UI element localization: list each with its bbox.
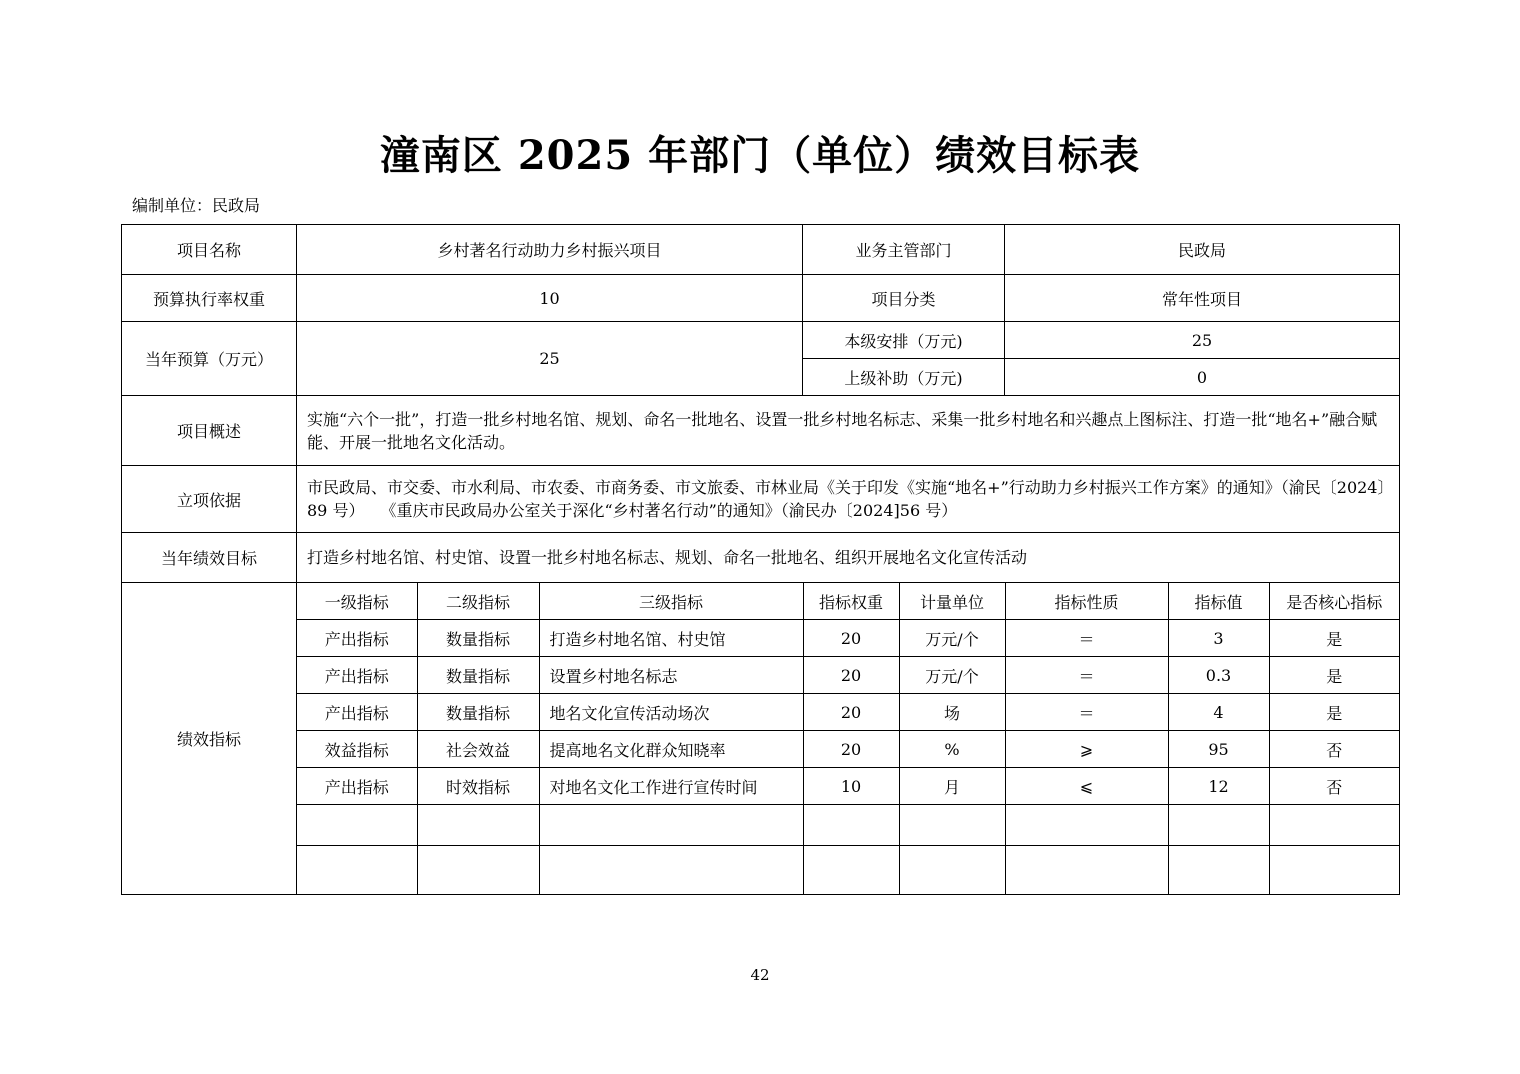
annual-budget-label: 当年预算（万元） — [122, 322, 297, 396]
header-cell: 指标值 — [1168, 583, 1269, 620]
nature-cell: ⩾ — [1005, 731, 1168, 768]
nature-cell: ＝ — [1005, 620, 1168, 657]
local-label: 本级安排（万元) — [803, 322, 1005, 359]
indicator-row — [297, 657, 1399, 694]
indicator-row — [297, 768, 1399, 805]
weight-cell: 10 — [803, 768, 899, 805]
indicator-row — [297, 620, 1399, 657]
basis-label: 立项依据 — [122, 466, 297, 533]
level3-cell: 提高地名文化群众知晓率 — [539, 731, 803, 768]
level2-cell: 数量指标 — [417, 620, 539, 657]
upper-label: 上级补助（万元) — [803, 359, 1005, 396]
header-cell: 指标权重 — [803, 583, 899, 620]
level1-cell: 产出指标 — [297, 694, 417, 731]
goal-label: 当年绩效目标 — [122, 533, 297, 583]
performance-table — [121, 224, 1400, 895]
header-cell: 指标性质 — [1005, 583, 1168, 620]
level3-cell: 对地名文化工作进行宣传时间 — [539, 768, 803, 805]
header-cell: 是否核心指标 — [1269, 583, 1399, 620]
goal-text: 打造乡村地名馆、村史馆、设置一批乡村地名标志、规划、命名一批地名、组织开展地名文化宣传活动 — [297, 533, 1400, 583]
core-cell: 是 — [1269, 657, 1399, 694]
value-cell: 12 — [1168, 768, 1269, 805]
level2-cell: 数量指标 — [417, 694, 539, 731]
category-label: 项目分类 — [803, 275, 1005, 322]
core-cell: 否 — [1269, 768, 1399, 805]
project-name-label: 项目名称 — [122, 225, 297, 275]
page-number: 42 — [750, 966, 770, 984]
level2-cell: 数量指标 — [417, 657, 539, 694]
header-cell: 二级指标 — [417, 583, 539, 620]
level3-cell: 设置乡村地名标志 — [539, 657, 803, 694]
core-cell: 是 — [1269, 694, 1399, 731]
level3-cell: 打造乡村地名馆、村史馆 — [539, 620, 803, 657]
core-cell: 否 — [1269, 731, 1399, 768]
indicator-row — [297, 694, 1399, 731]
indicator-table — [297, 583, 1399, 894]
weight-cell: 20 — [803, 731, 899, 768]
unit-cell: % — [899, 731, 1005, 768]
value-cell: 4 — [1168, 694, 1269, 731]
header-cell: 三级指标 — [539, 583, 803, 620]
level2-cell: 社会效益 — [417, 731, 539, 768]
level1-cell: 效益指标 — [297, 731, 417, 768]
indicator-row — [297, 731, 1399, 768]
header-cell: 计量单位 — [899, 583, 1005, 620]
unit-cell: 场 — [899, 694, 1005, 731]
project-name-value: 乡村著名行动助力乡村振兴项目 — [297, 225, 803, 275]
unit-cell: 月 — [899, 768, 1005, 805]
compile-unit: 编制单位：民政局 — [132, 196, 261, 215]
level2-cell: 时效指标 — [417, 768, 539, 805]
unit-cell: 万元/个 — [899, 620, 1005, 657]
indicator-label: 绩效指标 — [122, 583, 297, 895]
empty-row — [297, 846, 1399, 895]
level1-cell: 产出指标 — [297, 620, 417, 657]
nature-cell: ＝ — [1005, 657, 1168, 694]
weight-cell: 20 — [803, 694, 899, 731]
level1-cell: 产出指标 — [297, 768, 417, 805]
empty-row — [297, 805, 1399, 846]
value-cell: 95 — [1168, 731, 1269, 768]
overview-label: 项目概述 — [122, 396, 297, 466]
core-cell: 是 — [1269, 620, 1399, 657]
local-value: 25 — [1005, 322, 1400, 359]
nature-cell: ⩽ — [1005, 768, 1168, 805]
weight-cell: 20 — [803, 657, 899, 694]
header-cell: 一级指标 — [297, 583, 417, 620]
annual-budget-value: 25 — [297, 322, 803, 396]
page-title: 潼南区 2025 年部门（单位）绩效目标表 — [379, 132, 1141, 179]
level1-cell: 产出指标 — [297, 657, 417, 694]
value-cell: 3 — [1168, 620, 1269, 657]
basis-text: 市民政局、市交委、市水利局、市农委、市商务委、市文旅委、市林业局《关于印发《实施“地名+”行动助力乡村振兴工作方案》的通知》（渝民〔2024〕89 号） 《重庆市民政局办公室关于深化“乡村著名行动”的通知》（渝民办〔2024]56 号） — [297, 466, 1400, 533]
dept-value: 民政局 — [1005, 225, 1400, 275]
unit-cell: 万元/个 — [899, 657, 1005, 694]
budget-weight-label: 预算执行率权重 — [122, 275, 297, 322]
indicator-header-row — [297, 583, 1399, 620]
upper-value: 0 — [1005, 359, 1400, 396]
overview-text: 实施“六个一批”，打造一批乡村地名馆、规划、命名一批地名、设置一批乡村地名标志、采集一批乡村地名和兴趣点上图标注、打造一批“地名+”融合赋能、开展一批地名文化活动。 — [297, 396, 1400, 466]
category-value: 常年性项目 — [1005, 275, 1400, 322]
budget-weight-value: 10 — [297, 275, 803, 322]
weight-cell: 20 — [803, 620, 899, 657]
value-cell: 0.3 — [1168, 657, 1269, 694]
level3-cell: 地名文化宣传活动场次 — [539, 694, 803, 731]
nature-cell: ＝ — [1005, 694, 1168, 731]
dept-label: 业务主管部门 — [803, 225, 1005, 275]
